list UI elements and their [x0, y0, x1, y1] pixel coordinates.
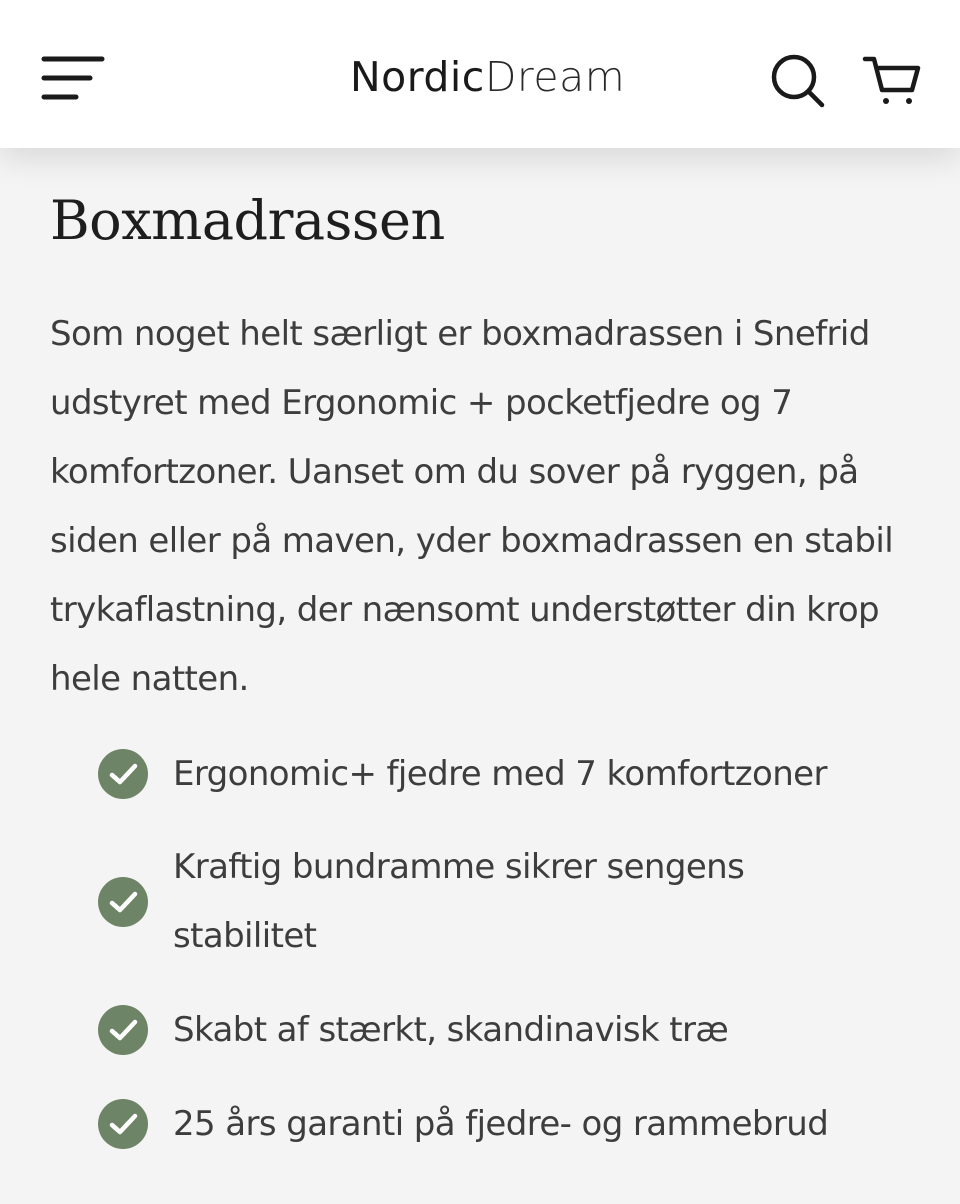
product-content — [0, 148, 960, 1204]
brand-logo[interactable] — [350, 52, 626, 102]
hamburger-menu-icon — [38, 50, 110, 106]
logo-text-bold: Nordic — [350, 53, 485, 101]
menu-button[interactable] — [38, 50, 110, 106]
search-button[interactable] — [766, 50, 828, 112]
cart-button[interactable] — [860, 50, 924, 112]
shopping-cart-icon — [860, 50, 924, 112]
product-description: Som noget helt særligt er boxmadrassen i Snefrid udstyret med Ergonomic + pocketfjedre og 7 komfortzoner. Uanset om du sover på ryggen, på siden eller på maven, yder boxmadrassen en stabil trykaflastning, der nænsomt understøtter din krop hele natten. — [50, 314, 894, 699]
feature-text: Skabt af stærkt, skandinavisk træ — [173, 1010, 729, 1050]
checkmark-icon — [98, 1099, 148, 1149]
product-title: Boxmadrassen — [50, 189, 445, 252]
search-icon — [766, 50, 828, 112]
checkmark-icon — [98, 749, 148, 799]
feature-text: Ergonomic+ fjedre med 7 komfortzoner — [173, 754, 827, 794]
site-header — [0, 0, 960, 148]
logo-text-light: Dream — [484, 53, 626, 101]
feature-text: Kraftig bundramme sikrer sengens stabilitet — [173, 847, 745, 956]
feature-text: 25 års garanti på fjedre- og rammebrud — [173, 1104, 829, 1144]
checkmark-icon — [98, 877, 148, 927]
checkmark-icon — [98, 1005, 148, 1055]
